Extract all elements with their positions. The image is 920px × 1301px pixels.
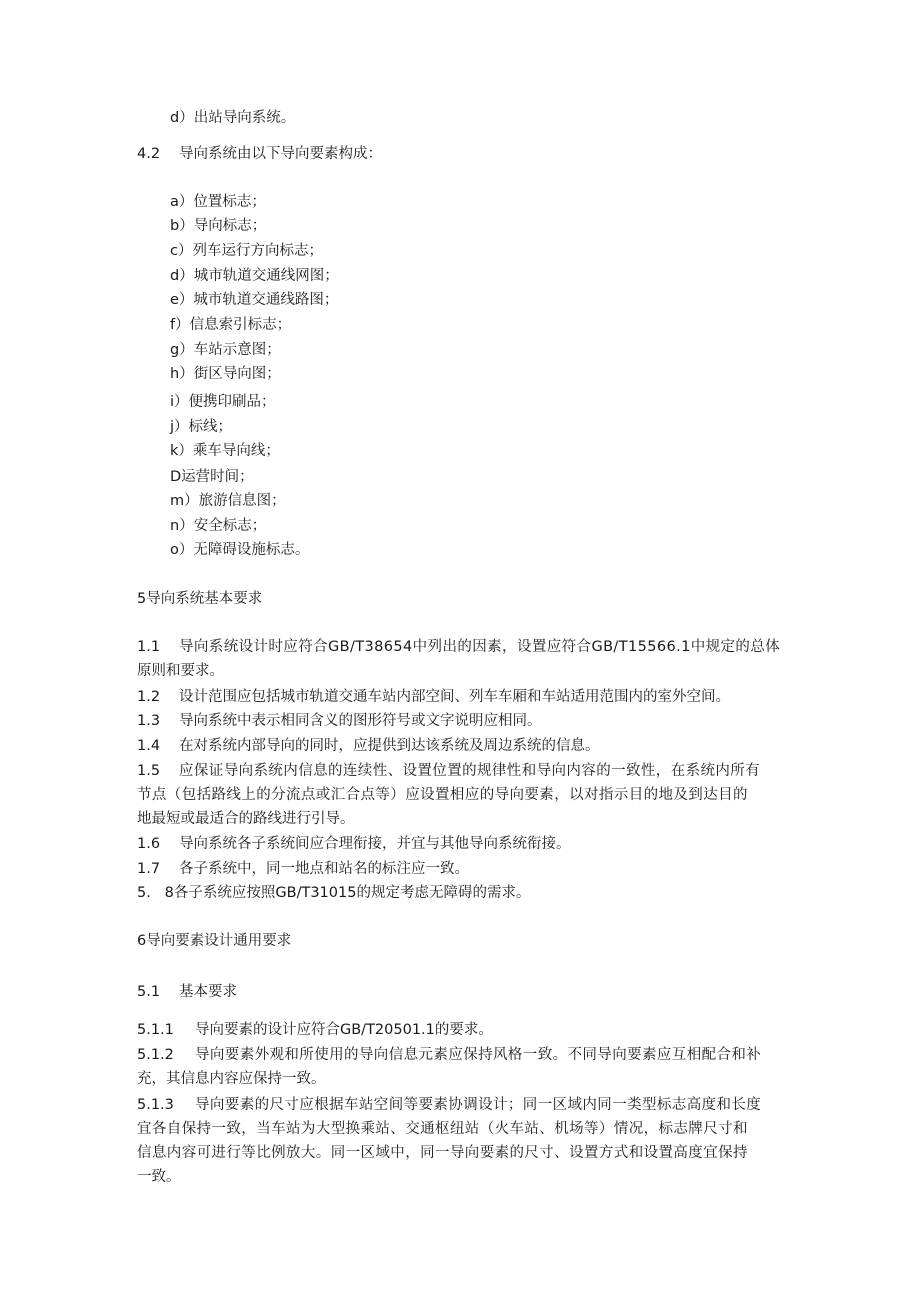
clause-1-6 (137, 837, 571, 852)
list-item: d）城市轨道交通线网图； (170, 268, 339, 284)
clause-text-line: 导向要素的尺寸应根据车站空间等要素协调设计；同一区域内同一类型标志高度和长度 (195, 1097, 762, 1113)
clause-text: 设计范围应包括城市轨道交通车站内部空间、列车车厢和车站适用范围内的室外空间。 (179, 689, 730, 705)
clause-number: 5.1.1 (137, 1022, 174, 1038)
clause-5-1-3 (137, 1098, 761, 1113)
clause-text-continuation: 信息内容可进行等比例放大。同一区域中，同一导向要素的尺寸、设置方式和设置高度宜保持 (137, 1145, 748, 1161)
list-item: D运营时间； (170, 469, 254, 485)
clause-1-3 (137, 714, 542, 729)
list-item: b）导向标志； (170, 218, 267, 234)
clause-number: 1.7 (137, 861, 161, 877)
subsection-5-1 (137, 985, 237, 1000)
clause-1-5 (137, 764, 760, 779)
list-item: o）无障碍设施标志。 (170, 542, 310, 558)
clause-text: 导向系统由以下导向要素构成： (179, 146, 382, 162)
clause-number: 1.2 (137, 689, 161, 705)
clause-text-line: 导向要素外观和所使用的导向信息元素应保持风格一致。不同导向要素应互相配合和补 (195, 1047, 762, 1063)
list-item-d-exit-system: d）出站导向系统。 (170, 110, 296, 126)
clause-number: 5.1.3 (137, 1097, 174, 1113)
list-item: k）乘车导向线； (170, 443, 280, 459)
subsection-title: 基本要求 (179, 984, 237, 1000)
list-item: i）便携印刷品； (170, 394, 276, 410)
clause-text: 各子系统中，同一地点和站名的标注应一致。 (179, 861, 469, 877)
list-item: c）列车运行方向标志； (170, 243, 323, 259)
clause-5-8: 5. 8各子系统应按照GB/T31015的规定考虑无障碍的需求。 (137, 885, 531, 901)
clause-4-2 (137, 147, 382, 162)
clause-number: 1.5 (137, 763, 161, 779)
clause-5-1-1 (137, 1023, 493, 1038)
clause-text-continuation: 地最短或最适合的路线进行引导。 (137, 811, 355, 827)
clause-text-continuation: 原则和要求。 (137, 663, 224, 679)
clause-text: 导向系统中表示相同含义的图形符号或文字说明应相同。 (179, 713, 542, 729)
clause-1-1 (137, 640, 780, 655)
list-item: f）信息索引标志； (170, 317, 292, 333)
clause-text: 导向系统各子系统间应合理衔接，并宜与其他导向系统衔接。 (179, 836, 571, 852)
clause-text-continuation: 充，其信息内容应保持一致。 (137, 1071, 326, 1087)
list-item: e）城市轨道交通线路图； (170, 292, 339, 308)
clause-5-1-2 (137, 1048, 761, 1063)
clause-text-continuation: 一致。 (137, 1169, 181, 1185)
section-heading-5: 5导向系统基本要求 (137, 591, 263, 607)
clause-1-2 (137, 690, 730, 705)
section-heading-6: 6导向要素设计通用要求 (137, 933, 292, 949)
clause-text-continuation: 宜各自保持一致，当车站为大型换乘站、交通枢纽站（火车站、机场等）情况，标志牌尺寸和 (137, 1121, 748, 1137)
list-item: m）旅游信息图； (170, 493, 286, 509)
clause-1-7 (137, 862, 469, 877)
clause-text-line: 应保证导向系统内信息的连续性、设置位置的规律性和导向内容的一致性，在系统内所有 (179, 763, 761, 779)
clause-number: 5.1.2 (137, 1047, 174, 1063)
list-item: a）位置标志； (170, 194, 266, 210)
clause-text-continuation: 节点（包括路线上的分流点或汇合点等）应设置相应的导向要素，以对指示目的地及到达目的 (137, 787, 748, 803)
list-item: j）标线； (170, 419, 233, 435)
clause-1-4 (137, 739, 600, 754)
clause-number: 1.4 (137, 738, 161, 754)
list-item: n）安全标志； (170, 518, 267, 534)
clause-number: 4.2 (137, 146, 161, 162)
subsection-number: 5.1 (137, 984, 161, 1000)
clause-text: 在对系统内部导向的同时，应提供到达该系统及周边系统的信息。 (179, 738, 600, 754)
clause-text-line: 导向系统设计时应符合GB/T38654中列出的因素，设置应符合GB/T15566.1中规定的总体 (179, 639, 781, 655)
clause-number: 1.1 (137, 639, 161, 655)
list-item: g）车站示意图； (170, 342, 281, 358)
clause-number: 1.3 (137, 713, 161, 729)
clause-text: 导向要素的设计应符合GB/T20501.1的要求。 (195, 1022, 493, 1038)
list-item: h）街区导向图； (170, 366, 281, 382)
clause-number: 1.6 (137, 836, 161, 852)
